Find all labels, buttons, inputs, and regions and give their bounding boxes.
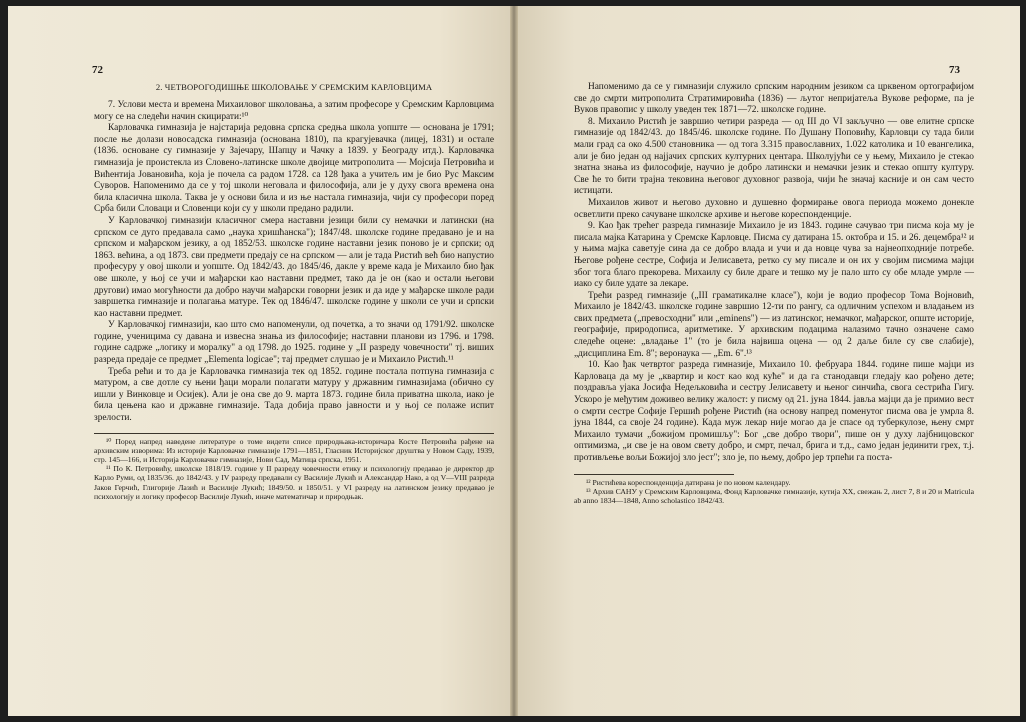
paragraph: 7. Услови места и времена Михаиловог школовања, а затим професоре у Сремским Карловцима могу се на следећи начин скицирати:¹⁰ [94, 100, 494, 122]
right-page [514, 6, 1020, 716]
left-text-column [94, 82, 494, 501]
footnote: ¹⁰ Поред напред наведене литературе о томе видети списе природњака-историчара Косте Петровића рађене на архивским изворима: Из историје Карловачке гимназије 1791—1851, Гласник Историјског друштва у Новом Саду, 1939, стр. 145—166, и Историја Карловачке гимназије, Нови Сад, Матица српска, 1951. [94, 436, 494, 465]
footnote: ¹³ Архив САНУ у Сремским Карловцима, Фонд Карловачке гимназије, кутија XX, свежањ 2, лист 7, 8 и 20 и Matricula ab anno 1834—1848, Anno scholastico 1842/43. [574, 486, 974, 505]
paragraph: 8. Михаило Ристић је завршио четири разреда — од III до VI закључно — ове елитне српске гимназије од 1842/43. до 1845/46. школске године. По Душану Поповићу, Карловци су тада били мали град са око 4.500 становника — од тога 3.315 православних, 1.022 католика и 10 евангелика, али је био један од најјачих српских културних центара. Школујући се у њему, Михаило је стекао знатна знања из философије, научио је добро латински и немачки језик и стекао општу културу. Све ће то бити трајна тековина његовог духовног развоја, чији ће значај касније и он сам често истицати. [574, 116, 974, 197]
footnotes-right [574, 475, 974, 506]
running-head: 2. ЧЕТВОРОГОДИШЊЕ ШКОЛОВАЊЕ У СРЕМСКИМ КАРЛОВЦИМА [155, 82, 433, 92]
paragraph: Напоменимо да се у гимназији служило српским народним језиком са црквеном ортографијом све до смрти митрополита Стратимировића (1836) — љутог непријатеља Вукове реформе, па је Вуков правопис у школу уведен тек 1871—72. школске године. [574, 82, 974, 116]
page-number-right: 73 [949, 64, 960, 76]
footnote: ¹² Ристићева кореспонденција датирана је по новом календару. [586, 477, 791, 487]
paragraph: Михаилов живот и његово духовно и душевно формирање овога периода можемо донекле осветлити преко сачуване школске архиве и његове кореспонденције. [574, 197, 974, 220]
paragraph: У Карловачкој гимназији класичног смера наставни језици били су немачки и латински (на српском се дуго предавала само „наука хришћанска"); 1847/48. школске године предавано је и на српском и мађарском језику, а од 1852/53. школске године наставни језик поново је и српски; од 1863. већина, а од 1873. сви предмети предају се на српском — али је тада Ристић већ био напустио професуру у овој школи и уопште. Од 1842/43. до 1845/46, дакле у време када је Михаило био ђак ове школе, у њој се учи и мађарски као наставни предмет, тако да је он (као и остали његови другови) имао могућности да добро научи мађарски говорни језик и да иде у мађарске школе ради завршетка гимназије и полагања матуре. Тек од 1846/47. школске године у школи се учи и српски као наставни предмет. [94, 215, 494, 319]
paragraph: Трећи разред гимназије („III граматикалне класе"), који је водио професор Тома Војновић, Михаило је 1842/43. школске године завршио 12-ти по рангу, са одличним успехом и владањем из свих предмета („превосходни" или „eminens") — из латинског, немачког, мађарског, опште историје, географије, природописа, аритметике. У архивским подацима налазимо тачно означене само следеће оцене: „владање 1" (то је била највиша оцена — од 2 даље биле су све слабије), „дисциплина Em. 8"; веронаука — „Em. 6".¹³ [574, 290, 974, 359]
paragraph: Карловачка гимназија је најстарија редовна српска средња школа уопште — основана је 1791; после ње долази новосадска гимназија (основана 1810), па крагујевачка (лицеј, 1831) и остале (1836. основане су гимназије у Зајечару, Шапцу и Чачку а 1839. у Београду итд.). Карловачка гимназија је проистекла из Слoвено-латинске школе двојице митрополита — Мојсија Петровића и Вићентија Јовановића, која је почела са радом 1728. са 128 ђака а учитељ им је био Рус Максим Суворов. Напоменимо да се у тој школи неговала и философија, али је у духу свога времена она била класична школа. Таква је у основи била и из ње настала гимназија, чији су професори поред Срба били Словаци и Словенци који су у школи предано радили. [94, 123, 494, 215]
paragraph: 9. Као ђак трећег разреда гимназије Михаило је из 1843. године сачувао три писма која му је писала мајка Катарина у Сремске Карловце. Писма су датирана 15. октобра и 15. и 26. децембра¹² и у њима мајка саветује сина да се добро влада и учи и да новце чува за најнеопходније потребе. Његове рођене сестре, Софија и Јелисавета, ретко су му писале и он их у својим писмима мајци због тога благо прекорева. Михаилу су биле драге и тешко му је пало што су обе младе умрле — иако су биле удате за лекаре. [574, 221, 974, 290]
book-gutter [510, 6, 518, 716]
left-page [8, 6, 514, 716]
page-number-left: 72 [92, 64, 103, 76]
book-spread [8, 6, 1020, 716]
footnote: ¹¹ По К. Петровићу, школске 1818/19. године у II разреду човечности етику и психологију предавао је директор др Карло Руми, од 1835/36. до 1842/43. у IV разреду предавали су Василије Лукић и Александар Нако, а од V—VIII разреда Јаков Герчић, Глигорије Лазић и Василије Лукић; 1849/50. и 1850/51. у VI разреду на латинском језику предавао је психологију и логику професор Василије Лукић, иначе математичар и природњак. [94, 464, 494, 501]
right-text-column [574, 82, 974, 505]
footnotes-left [94, 433, 494, 501]
paragraph: У Карловачкој гимназији, као што смо напоменули, од почетка, а то значи од 1791/92. школске године, ученицима су давана и извесна знања из философије; наставни планови из 1796. и 1798. године садрже „логику и моралку" а од 1798. до 1925. године у „II разреду човечности" тј. виших разреда предаје се предмет „Elementa logicae"; тај предмет слушао је и Михаило Ристић.¹¹ [94, 320, 494, 366]
paragraph: Треба рећи и то да је Карловачка гимназија тек од 1852. године постала потпуна гимназија с матуром, а све дотле су њени ђаци морали полагати матуру у државним гимназијама (обично су ишли у Винковце и Осијек). Али је она све до 9. марта 1873. године била приватна школа, иако је била цењена као и државне гимназије. Тада добија право јавности и у њој се полаже испит зрелости. [94, 366, 494, 424]
paragraph: 10. Као ђак четвртог разреда гимназије, Михаило 10. фебруара 1844. године пише мајци из Карловаца да му је „квартир и кост као код куће" и да га станодавци гледају као рођено дете; поздравља ујака Јосифа Недељковића и сестру Јелисавету и њеног синчића, свога сестрића Гигу. Ускоро је међутим доживео велику жалост: у писму од 21. јуна 1844. јавља мајци да је примио вест о смрти сестре Софије Гершић рођене Ристић (на основу напред поменутог писма ова је умрла 8. јуна 1844, са своје 24 године). Када муж лекар није могао да је спасе од туберкулозе, њену смрт Михаило тумачи „божијом промишљу": Бог „све добро твори", пише он у духу лајбницовског оптимизма, „и све је на овом свету добро, и смрт, печал, брига и т.д., само један јединити грех, т.ј. противљење вољи Божијој зло јест"; зло је, по њему, добро јер трпећи га поста- [574, 360, 974, 463]
